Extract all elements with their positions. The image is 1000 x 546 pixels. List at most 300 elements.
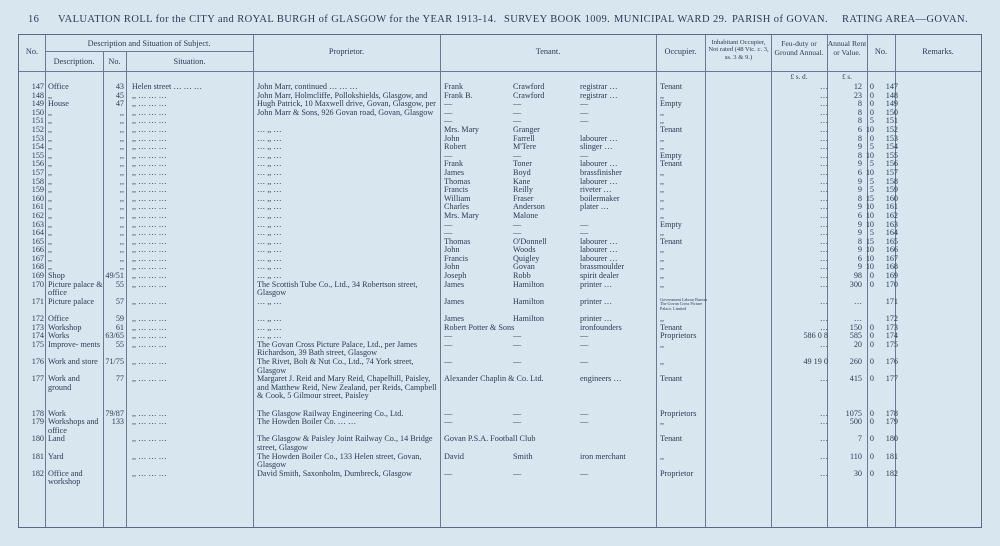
tenant-occupation: labourer … [580,133,618,143]
occupier-cell: Proprietor [660,468,694,478]
page-header [28,14,978,30]
street-number: ,, [119,167,124,177]
occupier-cell: ,, [660,417,665,427]
tenant-occupation: brassfinisher [580,167,622,177]
occupier-cell: ,, [660,451,665,461]
tenant-occupation: brassmoulder [580,262,625,272]
proprietor-cell: … ,, … [257,210,282,220]
tenant-first-name: — [444,339,453,349]
row-number-right: 160 [885,193,898,203]
feu-duty-cell: … [819,167,828,177]
feu-duty-cell: … [819,296,828,306]
tenant-surname: — [513,468,522,478]
rent-shillings: 0 [869,434,874,444]
feu-duty-cell: … [819,185,828,195]
row-number-right: 166 [885,245,898,255]
tenant-occupation: labourer … [580,236,618,246]
tenant-occupation: printer … [580,296,613,306]
feu-duty-cell: … [819,417,828,427]
tenant-first-name: — [444,357,453,366]
occupier-cell: ,, [660,245,665,255]
row-number: 150 [31,107,44,117]
feu-duty-cell: … [819,271,828,281]
occupier-cell: ,, [660,90,665,100]
rent-shillings: 0 [869,279,874,289]
occupier-cell: ,, [660,279,665,289]
rent-shillings: 5 [869,185,874,195]
description-cell: ,, [48,159,53,169]
tenant-first-name: Alexander Chaplin & Co. Ltd. [444,374,544,384]
tenant-occupation: — [580,99,589,109]
row-number: 163 [31,219,44,229]
rent-shillings: 5 [869,176,874,186]
feu-duty-cell: … [819,322,828,332]
row-number: 166 [31,245,44,255]
street-number: ,, [119,193,124,203]
rent-pounds: 23 [853,90,862,100]
tenant-first-name: — [444,150,453,160]
tenant-first-name: Govan P.S.A. Football Club [444,434,536,444]
tenant-first-name: — [444,116,453,126]
occupier-cell: Empty [660,150,682,160]
description-cell: ,, [48,90,53,100]
proprietor-cell: … ,, … [257,167,282,177]
row-number: 170 [31,279,44,289]
row-number: 164 [31,228,44,238]
description-cell: ,, [48,236,53,246]
row-number-right: 175 [885,339,898,349]
tenant-occupation: engineers … [580,374,622,384]
proprietor-cell: … ,, … [257,202,282,212]
table-row [18,358,982,375]
rent-shillings: 0 [869,90,874,100]
description-cell: Office and workshop [48,468,83,487]
situation-cell: ,, … … … [132,434,167,444]
rent-shillings: 15 [865,193,874,203]
row-number: 181 [31,451,44,461]
feu-duty-cell: … [819,150,828,160]
situation-cell: ,, … … … [132,322,167,332]
situation-cell: Helen street … … … [132,82,203,91]
description-cell: ,, [48,253,53,263]
proprietor-cell: … ,, … [257,124,282,134]
rent-pounds: 8 [857,150,862,160]
row-number-right: 176 [885,357,898,366]
street-number: ,, [119,253,124,263]
description-cell: ,, [48,185,53,195]
rent-pounds: 20 [853,339,862,349]
row-number: 169 [31,271,44,281]
street-number: ,, [119,210,124,220]
proprietor-cell: The Glasgow & Paisley Joint Railway Co., 14 Bridge street, Glasgow [257,434,433,452]
situation-cell: ,, … … … [132,339,167,349]
description-cell: Office [48,82,69,91]
row-number: 159 [31,185,44,195]
street-number: 49/51 [105,271,124,281]
rent-pounds: 415 [849,374,862,384]
occupier-cell: ,, [660,185,665,195]
rent-shillings: 0 [869,133,874,143]
situation-cell: ,, … … … [132,271,167,281]
rent-shillings: 0 [869,357,874,366]
occupier-cell: ,, [660,357,665,366]
street-number: ,, [119,159,124,169]
tenant-occupation: registrar … [580,82,618,91]
situation-cell: ,, … … … [132,228,167,238]
tenant-occupation: — [580,408,589,418]
situation-cell: ,, … … … [132,176,167,186]
col-annual-rent: Annual Rent or Value. [827,39,867,57]
rent-pounds: 9 [857,245,862,255]
description-cell: Work [48,408,66,418]
proprietor-cell: … ,, … [257,236,282,246]
occupier-cell: ,, [660,116,665,126]
row-number-right: 177 [885,374,898,384]
proprietor-cell: … ,, … [257,193,282,203]
feu-duty-cell: … [819,339,828,349]
feu-duty-cell: … [819,314,828,324]
row-number-right: 156 [885,159,898,169]
rent-shillings: 0 [869,339,874,349]
table-row [18,453,982,470]
occupier-cell: ,, [660,176,665,186]
proprietor-cell: … ,, … [257,185,282,195]
row-number-right: 182 [885,468,898,478]
occupier-cell: ,, [660,314,665,324]
row-number: 171 [31,296,44,306]
row-number: 151 [31,116,44,126]
row-number: 158 [31,176,44,186]
rent-shillings: 5 [869,159,874,169]
row-number: 168 [31,262,44,272]
street-number: 61 [115,322,124,332]
tenant-occupation: — [580,107,589,117]
situation-cell: ,, … … … [132,159,167,169]
proprietor-cell: … ,, … [257,219,282,229]
situation-cell: ,, … … … [132,314,167,324]
rent-pounds: 9 [857,262,862,272]
table-row [18,418,982,435]
tenant-surname: Smith [513,451,533,461]
tenant-first-name: James [444,296,465,306]
tenant-first-name: Francis [444,253,469,263]
description-cell: ,, [48,210,53,220]
tenant-occupation: printer … [580,279,613,289]
tenant-first-name: — [444,331,453,341]
rent-shillings: 0 [869,82,874,91]
row-number-right: 149 [885,99,898,109]
tenant-occupation: labourer … [580,159,618,169]
street-number: ,, [119,202,124,212]
row-number-right: 173 [885,322,898,332]
feu-duty-cell: … [819,219,828,229]
tenant-first-name: Charles [444,202,470,212]
proprietor-cell: John Marr, Holmcliffe, Pollokshields, Glasgow, and Hugh Patrick, 10 Maxwell drive, Govan, Glasgow, per John Marr & Sons, 926 Govan road, Govan, Glasgow [257,90,436,117]
situation-cell: ,, … … … [132,116,167,126]
rent-pounds: 585 [849,331,862,341]
occupier-cell: ,, [660,167,665,177]
rent-shillings: 0 [869,107,874,117]
situation-cell: ,, … … … [132,219,167,229]
row-number-right: 147 [885,82,898,91]
tenant-surname: Robb [513,271,531,281]
tenant-surname: Hamilton [513,314,544,324]
situation-cell: ,, … … … [132,262,167,272]
tenant-first-name: James [444,314,465,324]
street-number: ,, [119,107,124,117]
survey-book: SURVEY BOOK 1009. [504,14,611,25]
row-number: 176 [31,357,44,366]
proprietor-cell: … ,, … [257,262,282,272]
rent-pounds: 9 [857,159,862,169]
tenant-first-name: William [444,193,471,203]
description-cell: House [48,99,69,109]
feu-duty-cell: … [819,408,828,418]
rent-pounds: 1075 [845,408,862,418]
situation-cell: ,, … … … [132,236,167,246]
proprietor-cell: … ,, … [257,142,282,152]
tenant-first-name: — [444,219,453,229]
feu-duty-cell: … [819,262,828,272]
row-number: 153 [31,133,44,143]
rating-area: RATING AREA—GOVAN. [842,14,969,25]
rent-pounds: 98 [853,271,862,281]
description-cell: ,, [48,167,53,177]
situation-cell: ,, … … … [132,331,167,341]
tenant-first-name: John [444,262,460,272]
situation-cell: ,, … … … [132,90,167,100]
col-tenant: Tenant. [535,47,561,56]
situation-cell: ,, … … … [132,202,167,212]
tenant-surname: Fraser [513,193,534,203]
proprietor-cell: The Glasgow Railway Engineering Co., Ltd. [257,408,404,418]
occupier-cell: ,, [660,133,665,143]
street-number: ,, [119,262,124,272]
tenant-surname: O'Donnell [513,236,547,246]
row-number-right: 150 [885,107,898,117]
row-number-right: 158 [885,176,898,186]
proprietor-cell: … ,, … [257,245,282,255]
tenant-first-name: Thomas [444,236,471,246]
rent-pounds: 6 [857,210,862,220]
street-number: ,, [119,228,124,238]
rent-shillings: 10 [865,150,874,160]
street-number: ,, [119,176,124,186]
situation-cell: ,, … … … [132,124,167,134]
occupier-cell: ,, [660,253,665,263]
tenant-occupation: riveter … [580,185,612,195]
table-body [18,83,982,487]
feu-duty-cell: … [819,202,828,212]
situation-cell: ,, … … … [132,253,167,263]
description-cell: ,, [48,116,53,126]
proprietor-cell: … ,, … [257,228,282,238]
rent-pounds: 8 [857,236,862,246]
occupier-cell: ,, [660,271,665,281]
col-occupier: Occupier. [664,47,697,56]
street-number: ,, [119,142,124,152]
tenant-occupation: ironfounders [580,322,622,332]
tenant-first-name: — [444,468,453,478]
tenant-occupation: — [580,219,589,229]
description-cell: ,, [48,142,53,152]
row-number-right: 154 [885,142,898,152]
rent-shillings: 0 [869,271,874,281]
street-number: 47 [115,99,124,109]
col-desc-group: Description and Situation of Subject. [87,39,211,48]
occupier-cell: ,, [660,107,665,117]
description-cell: ,, [48,133,53,143]
tenant-surname: Granger [513,124,540,134]
situation-cell: ,, … … … [132,99,167,109]
occupier-cell: ,, [660,210,665,220]
description-cell: ,, [48,219,53,229]
tenant-surname: — [513,99,522,109]
tenant-surname: — [513,107,522,117]
street-number: 55 [115,339,124,349]
rent-pounds: 9 [857,228,862,238]
street-number: ,, [119,133,124,143]
feu-duty-cell: … [819,253,828,263]
rent-shillings: 5 [869,142,874,152]
row-number: 149 [31,99,44,109]
table-row [18,375,982,409]
tenant-surname: Hamilton [513,279,544,289]
proprietor-cell: Margaret J. Reid and Mary Reid, Chapelhill, Paisley, and Matthew Reid, New Zealand, per Reids, Campbell & Cook, 5 Gilmour street, Paisley [257,374,437,401]
row-number-right: 167 [885,253,898,263]
rent-pounds: 8 [857,133,862,143]
col-number: No. [108,57,121,66]
tenant-surname: — [513,219,522,229]
row-number-right: 170 [885,279,898,289]
tenant-first-name: James [444,167,465,177]
rent-pounds: 500 [849,417,862,427]
rent-shillings: 10 [865,245,874,255]
proprietor-cell: The Howden Boiler Co., 133 Helen street, Govan, Glasgow [257,451,422,470]
rent-pounds: 8 [857,193,862,203]
proprietor-cell: … ,, … [257,150,282,160]
street-number: 57 [115,296,124,306]
feu-duty-cell: … [819,116,828,126]
street-number: 63/65 [105,331,124,341]
occupier-cell: ,, [660,262,665,272]
row-number-right: 152 [885,124,898,134]
page-number: 16 [28,14,40,25]
occupier-cell: Tenant [660,159,683,169]
occupier-cell: Tenant [660,434,683,444]
street-number: ,, [119,185,124,195]
occupier-cell: Tenant [660,322,683,332]
row-number: 165 [31,236,44,246]
tenant-first-name: Frank B. [444,90,473,100]
feu-duty-cell: … [819,228,828,238]
tenant-occupation: slinger … [580,142,613,152]
situation-cell: ,, … … … [132,150,167,160]
rent-pounds: 8 [857,107,862,117]
tenant-occupation: — [580,116,589,126]
rent-shillings: 15 [865,236,874,246]
rent-pounds: 12 [853,82,862,91]
occupier-cell: Tenant [660,236,683,246]
table-row [18,470,982,487]
row-number: 156 [31,159,44,169]
feu-duty-cell: … [819,142,828,152]
feu-duty-cell: … [819,451,828,461]
row-number-right: 148 [885,90,898,100]
feu-duty-cell: … [819,193,828,203]
proprietor-cell: The Scottish Tube Co., Ltd., 34 Robertson street, Glasgow [257,279,418,298]
rent-shillings: 5 [869,116,874,126]
situation-cell: ,, … … … [132,245,167,255]
tenant-occupation: — [580,357,589,366]
tenant-occupation: — [580,339,589,349]
rent-pounds: 9 [857,219,862,229]
proprietor-cell: … ,, … [257,176,282,186]
situation-cell: ,, … … … [132,374,167,384]
tenant-occupation: labourer … [580,245,618,255]
row-number-right: 155 [885,150,898,160]
feu-duty-cell: … [819,107,828,117]
tenant-first-name: Mrs. Mary [444,210,480,220]
rent-shillings: 10 [865,253,874,263]
description-cell: ,, [48,228,53,238]
table-row [18,341,982,358]
rent-pounds: 30 [853,468,862,478]
row-number-right: 153 [885,133,898,143]
description-cell: Workshop [48,322,82,332]
rent-shillings: 5 [869,228,874,238]
description-cell: ,, [48,176,53,186]
tenant-surname: Toner [513,159,532,169]
feu-duty-cell: … [819,245,828,255]
situation-cell: ,, … … … [132,296,167,306]
description-cell: ,, [48,150,53,160]
tenant-first-name: Robert Potter & Sons [444,322,515,332]
rent-pounds: 6 [857,167,862,177]
tenant-first-name: Thomas [444,176,471,186]
feu-duty-cell: … [819,99,828,109]
col-no: No. [25,47,39,56]
tenant-surname: Woods [513,245,536,255]
situation-cell: ,, … … … [132,357,167,366]
feu-duty-cell: … [819,468,828,478]
tenant-occupation: labourer … [580,176,618,186]
feu-duty-cell: … [819,133,828,143]
proprietor-cell: … ,, … [257,314,282,324]
occupier-cell: Government Labour Bureau The Govan Cross Picture Palace, Limited [660,296,708,311]
tenant-first-name: David [444,451,465,461]
tenant-surname: Crawford [513,90,545,100]
tenant-first-name: — [444,107,453,117]
tenant-occupation: registrar … [580,90,618,100]
rent-pounds: 9 [857,142,862,152]
street-number: 71/75 [105,357,124,366]
tenant-occupation: boilermaker [580,193,620,203]
row-number-right: 179 [885,417,898,427]
street-number: ,, [119,219,124,229]
tenant-surname: — [513,228,522,238]
row-number: 148 [31,90,44,100]
tenant-surname: Kane [513,176,531,186]
col-feu-duty: Feu-duty or Ground Annual. [774,39,824,57]
feu-duty-cell: … [819,236,828,246]
description-cell: Office [48,314,69,324]
rent-shillings: 10 [865,167,874,177]
street-number: ,, [119,124,124,134]
street-number: 59 [115,314,124,324]
rent-shillings: 0 [869,417,874,427]
rent-shillings: 0 [869,468,874,478]
